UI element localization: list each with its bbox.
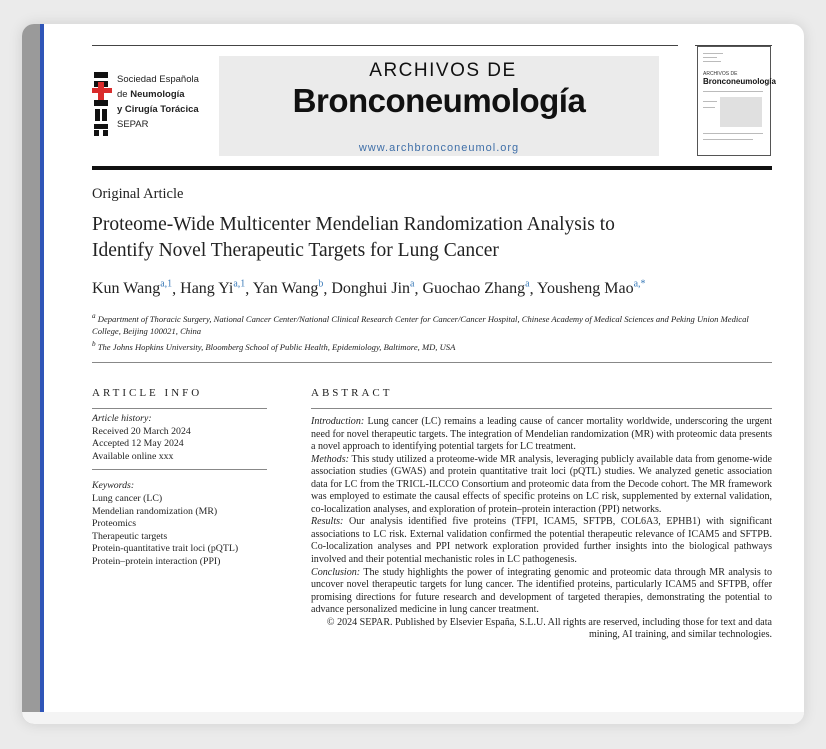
viewer-sidebar xyxy=(22,24,42,724)
abstract-conclusion: Conclusion: The study highlights the power of integrating genomic and proteomic data through MR analysis to uncover novel therapeutic targets for lung cancer. The identified proteins, particularly ICAM5 and SFTPB, offer promising directions for future research and development of targeted therapies, demonstrating the potential to advance personalized medicine in lung cancer treatment. xyxy=(311,566,772,616)
cover-journal-top: ARCHIVOS DE xyxy=(703,71,738,77)
abstract-results: Results: Our analysis identified five proteins (TFPI, ICAM5, SFTPB, COL6A3, EPHB1) with significant associations to LC risk. External validation confirmed the potential therapeutic relevance of ICAM5 and SFTPB. Co-localization analyses and PPI network exploration provided further insights into the biological pathways involved and their potential mechanistic roles in LC pathogenesis. xyxy=(311,516,772,566)
keyword: Therapeutic targets xyxy=(92,530,168,542)
author[interactable]: Donghui Jin$^a$ xyxy=(331,279,415,298)
keyword: Protein–protein interaction (PPI) xyxy=(92,555,221,567)
cover-line xyxy=(703,91,763,92)
author-affil-mark[interactable]: a,* xyxy=(633,279,646,290)
cover-line xyxy=(703,139,753,140)
logo-line-1: Sociedad Española xyxy=(117,74,199,85)
abstract-methods: Methods: This study utilized a proteome-wide MR analysis, leveraging publicly available data from genome-wide association studies (GWAS) and protein quantitative trait loci (pQTL) studies. We analyzed genetic association data for LC from the TRICL-ILCCO Consortium and proteomic data from the Decode cohort. The MR framework was employed to estimate the causal effects of specific proteins on LC risk, supplemented by external validation, co-localization analyses, and exploration of protein–protein interaction (PPI) networks. xyxy=(311,453,772,515)
keyword: Proteomics xyxy=(92,518,137,530)
journal-name: Bronconeumología xyxy=(292,82,586,119)
abstract-heading: ABSTRACT xyxy=(311,387,393,399)
author-affil-mark[interactable]: a,1 xyxy=(160,279,173,290)
cover-line xyxy=(703,133,763,134)
author-affil-mark[interactable]: a xyxy=(525,279,530,290)
online-date: Available online xxx xyxy=(92,450,174,462)
affiliation-b: $^b$ The Johns Hopkins University, Bloomberg School of Public Health, Epidemiology, Baltimore, MD, USA xyxy=(92,339,456,352)
journal-banner xyxy=(219,56,659,156)
author[interactable]: Yan Wang$^b$ xyxy=(252,279,324,298)
cover-line xyxy=(703,101,717,102)
received-date: Received 20 March 2024 xyxy=(92,425,191,437)
journal-cover xyxy=(697,46,776,156)
article-info-heading: ARTICLE INFO xyxy=(92,387,203,399)
author[interactable]: Hang Yi$^{a,1}$ xyxy=(180,279,246,298)
copyright: © 2024 SEPAR. Published by Elsevier España, S.L.U. All rights are reserved, including those for text and data mining, AI training, and similar technologies. xyxy=(326,616,772,641)
author[interactable]: Guochao Zhang$^a$ xyxy=(422,279,530,298)
affiliations xyxy=(92,310,772,353)
keyword: Protein-quantitative trait loci (pQTL) xyxy=(92,543,239,555)
author[interactable]: Yousheng Mao$^{a,*}$ xyxy=(537,279,646,298)
keyword: Mendelian randomization (MR) xyxy=(92,505,218,517)
cover-journal-name: Bronconeumología xyxy=(703,77,776,86)
page-bottom-edge xyxy=(22,712,804,724)
separ-logo-text xyxy=(117,72,199,132)
page-card xyxy=(22,24,804,724)
abstract-introduction: Introduction: Lung cancer (LC) remains a leading cause of cancer mortality worldwide, underscoring the urgent need for novel therapeutic targets. The integration of Mendelian randomization (MR) with proteomic data presents a novel approach to identifying potential targets for LC treatment. xyxy=(311,416,773,453)
top-rule xyxy=(92,45,678,46)
logo-line-3: y Cirugía Torácica xyxy=(117,104,199,115)
cover-line xyxy=(703,53,723,54)
author-affil-mark[interactable]: a,1 xyxy=(233,279,246,290)
title-line-1: Proteome-Wide Multicenter Mendelian Randomization Analysis to xyxy=(92,214,615,235)
sidebar-accent xyxy=(40,24,44,724)
affiliation-rule xyxy=(92,362,772,363)
article-title xyxy=(92,212,692,264)
accepted-date: Accepted 12 May 2024 xyxy=(92,438,184,450)
article-info xyxy=(92,413,267,569)
info-rule xyxy=(92,408,267,409)
article-type: Original Article xyxy=(92,186,184,202)
title-line-2: Identify Novel Therapeutic Targets for Lung Cancer xyxy=(92,240,499,261)
logo-line-4: SEPAR xyxy=(117,119,149,130)
cover-image xyxy=(720,97,762,127)
cover-line xyxy=(703,57,717,58)
logo-line-2: de Neumología xyxy=(117,89,185,100)
cover-line xyxy=(703,107,715,108)
author-affil-mark[interactable]: a xyxy=(410,279,415,290)
journal-url[interactable]: www.archbronconeumol.org xyxy=(358,142,520,154)
header-rule xyxy=(92,166,772,170)
separ-logo-icon xyxy=(92,72,112,136)
journal-name-top: ARCHIVOS DE xyxy=(369,60,517,81)
separ-logo xyxy=(92,72,212,142)
keyword: Lung cancer (LC) xyxy=(92,492,163,504)
abstract-rule xyxy=(311,408,772,409)
author-affil-mark[interactable]: b xyxy=(318,279,324,290)
history-label: Article history: xyxy=(92,413,152,424)
author[interactable]: Kun Wang$^{a,1}$ xyxy=(92,279,173,298)
info-divider xyxy=(92,469,267,470)
keywords-label: Keywords: xyxy=(92,480,135,492)
abstract-body xyxy=(311,416,772,642)
author-list: Kun Wang$^{a,1}$, Hang Yi$^{a,1}$, Yan Wang$^b$, Donghui Jin$^a$, Guochao Zhang$^a$, Yousheng Mao$^{a,*}$ xyxy=(92,279,646,298)
affiliation-a: $^a$ Department of Thoracic Surgery, National Cancer Center/National Clinical Research Center for Cancer/Cancer Hospital, Chinese Academy of Medical Sciences and Peking Union Medical College, Beijing 100021, China xyxy=(92,312,749,337)
cover-line xyxy=(703,61,721,62)
